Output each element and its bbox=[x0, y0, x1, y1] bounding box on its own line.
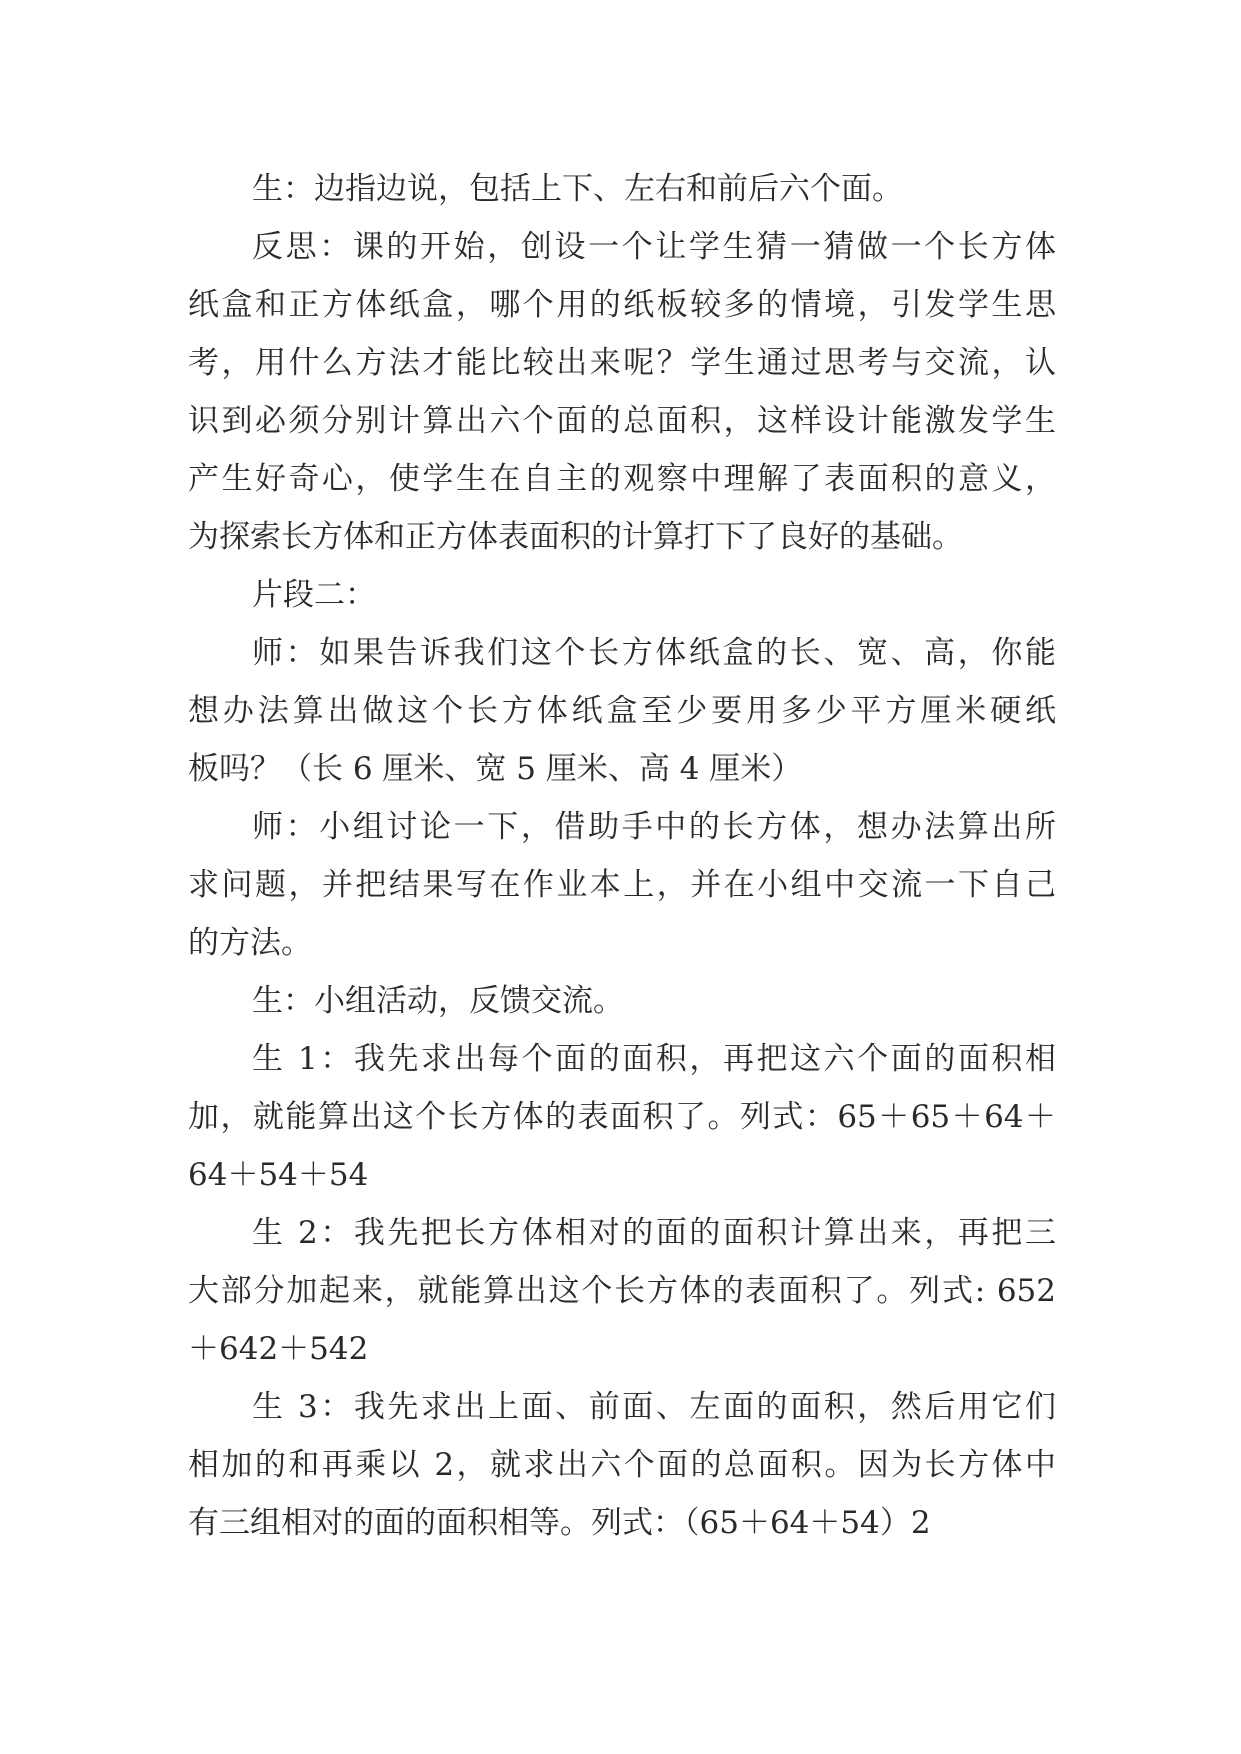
text-line: 师：如果告诉我们这个长方体纸盒的长、宽、高，你能 bbox=[252, 635, 1056, 671]
text-line: ＋642＋542 bbox=[188, 1331, 369, 1367]
text-line: 考，用什么方法才能比较出来呢？学生通过思考与交流，认 bbox=[188, 345, 1056, 381]
text-line: 为探索长方体和正方体表面积的计算打下了良好的基础。 bbox=[188, 519, 963, 555]
section-heading: 片段二： bbox=[252, 577, 376, 613]
text-line: 的方法。 bbox=[188, 925, 312, 961]
text-line: 想办法算出做这个长方体纸盒至少要用多少平方厘米硬纸 bbox=[188, 693, 1056, 729]
text-line: 反思：课的开始，创设一个让学生猜一猜做一个长方体 bbox=[252, 229, 1056, 265]
text-line: 师：小组讨论一下，借助手中的长方体，想办法算出所 bbox=[252, 809, 1056, 845]
text-line: 生：小组活动，反馈交流。 bbox=[252, 983, 624, 1019]
text-line: 求问题，并把结果写在作业本上，并在小组中交流一下自己 bbox=[188, 867, 1056, 903]
text-line: 生 3：我先求出上面、前面、左面的面积，然后用它们 bbox=[252, 1389, 1056, 1425]
text-line: 大部分加起来，就能算出这个长方体的表面积了。列式: 652 bbox=[188, 1273, 1056, 1309]
text-line: 识到必须分别计算出六个面的总面积，这样设计能激发学生 bbox=[188, 403, 1056, 439]
text-line: 生 1：我先求出每个面的面积，再把这六个面的面积相 bbox=[252, 1041, 1056, 1077]
text-line: 生：边指边说，包括上下、左右和前后六个面。 bbox=[252, 171, 903, 207]
text-line: 产生好奇心，使学生在自主的观察中理解了表面积的意义， bbox=[188, 461, 1056, 497]
document-body bbox=[188, 160, 1056, 1552]
text-line: 纸盒和正方体纸盒，哪个用的纸板较多的情境，引发学生思 bbox=[188, 287, 1056, 323]
text-line: 板吗？（长 6 厘米、宽 5 厘米、高 4 厘米） bbox=[188, 751, 803, 787]
text-line: 相加的和再乘以 2，就求出六个面的总面积。因为长方体中 bbox=[188, 1447, 1056, 1483]
text-line: 64＋54＋54 bbox=[188, 1157, 369, 1193]
text-line: 生 2：我先把长方体相对的面的面积计算出来，再把三 bbox=[252, 1215, 1056, 1251]
text-line: 加，就能算出这个长方体的表面积了。列式：65＋65＋64＋ bbox=[188, 1099, 1056, 1135]
text-line: 有三组相对的面的面积相等。列式：（65＋64＋54）2 bbox=[188, 1505, 931, 1541]
